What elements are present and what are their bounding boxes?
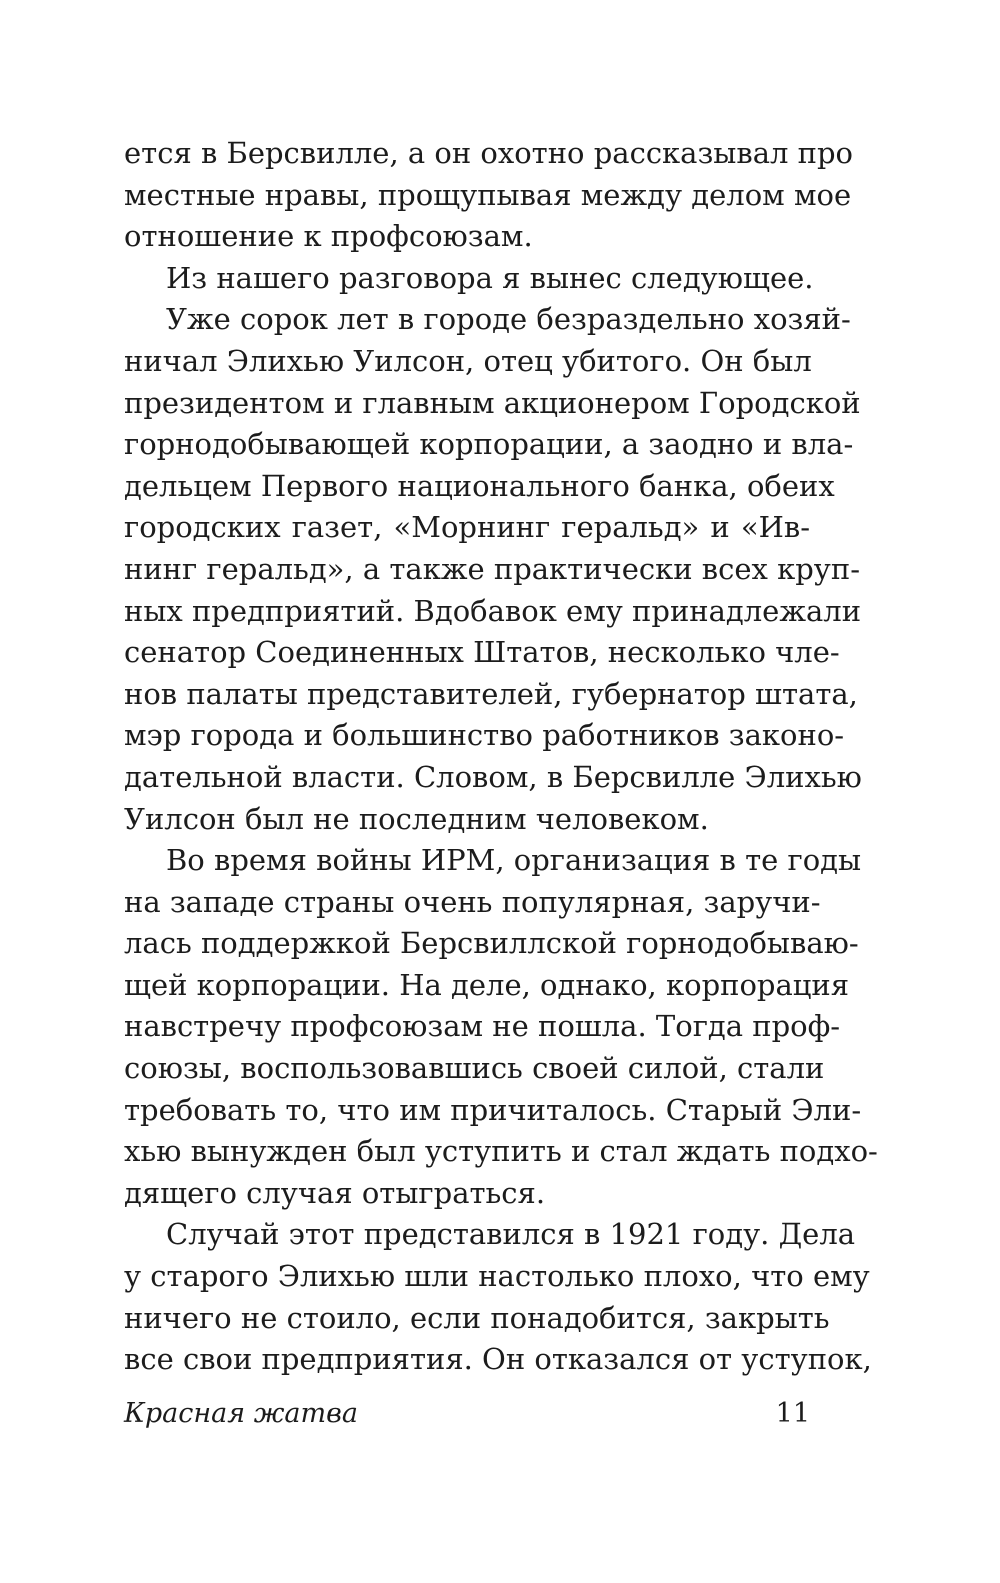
text-line: местные нравы, прощупывая между делом мое (124, 177, 852, 212)
text-line: дельцем Первого национального банка, обеих (124, 468, 835, 503)
text-line: сенатор Соединенных Штатов, несколько чле- (124, 635, 840, 670)
text-line: требовать то, что им причиталось. Старый Эли- (124, 1092, 862, 1127)
text-line: союзы, воспользовавшись своей силой, стали (124, 1051, 825, 1086)
text-line: у старого Элихью шли настолько плохо, что ему (124, 1259, 870, 1294)
text-line: нов палаты представителей, губернатор штата, (124, 676, 858, 711)
text-line: ных предприятий. Вдобавок ему принадлежали (124, 593, 862, 628)
text-line: дательной власти. Словом, в Берсвилле Элихью (124, 759, 862, 794)
text-line: городских газет, «Морнинг геральд» и «Ив- (124, 510, 810, 545)
text-line: Уже сорок лет в городе безраздельно хозяй- (166, 302, 851, 337)
text-line: лась поддержкой Берсвиллской горнодобываю- (124, 926, 859, 961)
text-line: мэр города и большинство работников законо- (124, 718, 845, 753)
page-footer (124, 1398, 810, 1438)
text-line: навстречу профсоюзам не пошла. Тогда проф- (124, 1009, 841, 1044)
text-line: президентом и главным акционером Городской (124, 385, 861, 420)
text-line: дящего случая отыграться. (124, 1175, 546, 1210)
text-line: Случай этот представился в 1921 году. Дела (166, 1217, 856, 1252)
text-line: на западе страны очень популярная, заручи- (124, 884, 821, 919)
body-text (124, 133, 878, 1381)
text-line: ничего не стоило, если понадобится, закрыть (124, 1300, 830, 1335)
text-line: ется в Берсвилле, а он охотно рассказывал про (124, 136, 853, 170)
text-line: хью вынужден был уступить и стал ждать подхо- (124, 1134, 878, 1169)
text-line: горнодобывающей корпорации, а заодно и вла- (124, 427, 854, 462)
text-line: ничал Элихью Уилсон, отец убитого. Он был (124, 343, 812, 378)
text-line: щей корпорации. На деле, однако, корпорация (124, 967, 850, 1002)
text-line: Во время войны ИРМ, организация в те годы (166, 843, 862, 878)
text-line: все свои предприятия. Он отказался от уступок, (124, 1342, 872, 1377)
running-title: Красная жатва (124, 1398, 358, 1429)
page-number: 11 (775, 1398, 810, 1429)
text-line: отношение к профсоюзам. (124, 219, 533, 254)
text-line: Уилсон был не последним человеком. (124, 801, 709, 836)
text-line: Из нашего разговора я вынес следующее. (166, 260, 814, 295)
text-line: нинг геральд», а также практически всех круп- (124, 551, 860, 586)
